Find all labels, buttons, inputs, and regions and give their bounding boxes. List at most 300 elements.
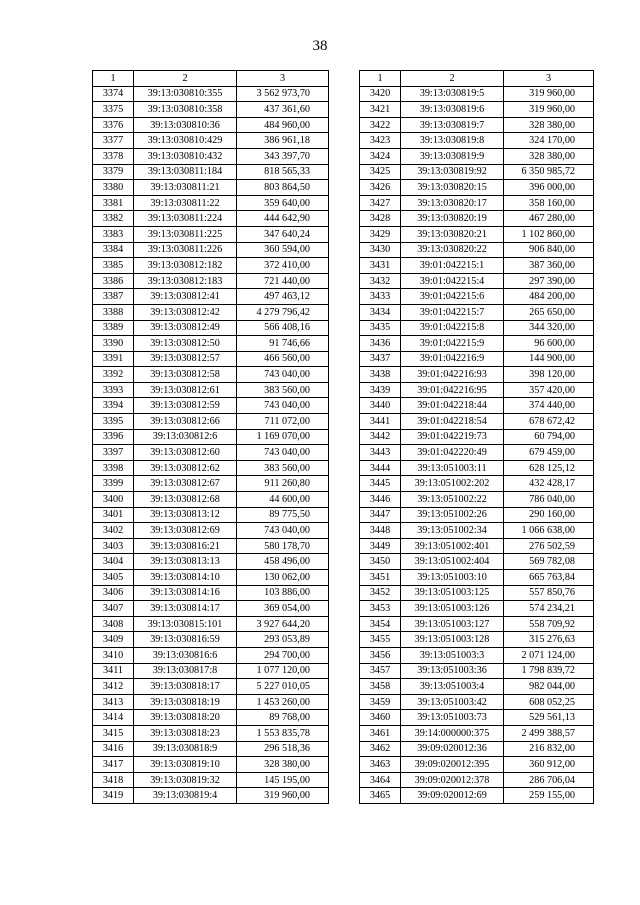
value: 557 850,76 <box>504 585 594 601</box>
row-number: 3376 <box>93 117 134 133</box>
table-row <box>360 226 594 242</box>
row-number: 3407 <box>93 601 134 617</box>
row-number: 3406 <box>93 585 134 601</box>
row-number: 3392 <box>93 367 134 383</box>
cadastral-number: 39:13:051003:42 <box>401 694 504 710</box>
value: 44 600,00 <box>237 492 329 508</box>
row-number: 3374 <box>93 86 134 102</box>
table-row <box>93 492 329 508</box>
row-number: 3440 <box>360 398 401 414</box>
cadastral-number: 39:13:030812:69 <box>134 523 237 539</box>
table-row <box>360 616 594 632</box>
table-row <box>360 211 594 227</box>
table-row <box>93 788 329 804</box>
table-row <box>360 570 594 586</box>
row-number: 3375 <box>93 102 134 118</box>
value: 347 640,24 <box>237 226 329 242</box>
value: 265 650,00 <box>504 304 594 320</box>
cadastral-number: 39:13:030813:12 <box>134 507 237 523</box>
row-number: 3426 <box>360 180 401 196</box>
table-row <box>93 523 329 539</box>
table-row <box>360 460 594 476</box>
table-row <box>93 382 329 398</box>
table-row <box>360 772 594 788</box>
row-number: 3390 <box>93 336 134 352</box>
value: 529 561,13 <box>504 710 594 726</box>
value: 296 518,36 <box>237 741 329 757</box>
value: 484 960,00 <box>237 117 329 133</box>
cadastral-number: 39:13:030815:101 <box>134 616 237 632</box>
table-row <box>360 679 594 695</box>
row-number: 3380 <box>93 180 134 196</box>
table-row <box>93 554 329 570</box>
table-row <box>360 304 594 320</box>
table-row <box>360 492 594 508</box>
table-row <box>360 117 594 133</box>
table-row <box>360 320 594 336</box>
cadastral-number: 39:01:042215:9 <box>401 336 504 352</box>
value: 387 360,00 <box>504 258 594 274</box>
cadastral-number: 39:13:051003:36 <box>401 663 504 679</box>
cadastral-number: 39:13:030816:6 <box>134 647 237 663</box>
value: 297 390,00 <box>504 273 594 289</box>
row-number: 3420 <box>360 86 401 102</box>
value: 497 463,12 <box>237 289 329 305</box>
value: 144 900,00 <box>504 351 594 367</box>
cadastral-number: 39:13:030812:50 <box>134 336 237 352</box>
value: 358 160,00 <box>504 195 594 211</box>
cadastral-number: 39:01:042220:49 <box>401 445 504 461</box>
table-row <box>360 102 594 118</box>
value: 569 782,08 <box>504 554 594 570</box>
value: 344 320,00 <box>504 320 594 336</box>
value: 721 440,00 <box>237 273 329 289</box>
table-row <box>360 554 594 570</box>
cadastral-number: 39:13:030812:41 <box>134 289 237 305</box>
table-row <box>360 741 594 757</box>
row-number: 3423 <box>360 133 401 149</box>
table-row <box>360 445 594 461</box>
cadastral-number: 39:13:030816:59 <box>134 632 237 648</box>
cadastral-number: 39:13:030819:10 <box>134 757 237 773</box>
row-number: 3421 <box>360 102 401 118</box>
row-number: 3413 <box>93 694 134 710</box>
table-row <box>93 258 329 274</box>
row-number: 3393 <box>93 382 134 398</box>
cadastral-number: 39:13:030812:42 <box>134 304 237 320</box>
table-row <box>93 164 329 180</box>
value: 786 040,00 <box>504 492 594 508</box>
row-number: 3436 <box>360 336 401 352</box>
value: 290 160,00 <box>504 507 594 523</box>
cadastral-number: 39:13:030818:9 <box>134 741 237 757</box>
table-row <box>93 460 329 476</box>
row-number: 3415 <box>93 725 134 741</box>
row-number: 3408 <box>93 616 134 632</box>
table-row <box>93 304 329 320</box>
table-row <box>93 211 329 227</box>
value: 319 960,00 <box>237 788 329 804</box>
table-row <box>360 429 594 445</box>
row-number: 3388 <box>93 304 134 320</box>
value: 4 279 796,42 <box>237 304 329 320</box>
value: 466 560,00 <box>237 351 329 367</box>
value: 558 709,92 <box>504 616 594 632</box>
value: 2 499 388,57 <box>504 725 594 741</box>
table-row <box>93 429 329 445</box>
cadastral-number: 39:01:042216:9 <box>401 351 504 367</box>
column-header-3: 3 <box>237 71 329 87</box>
table-row <box>360 788 594 804</box>
row-number: 3396 <box>93 429 134 445</box>
cadastral-number: 39:13:051002:22 <box>401 492 504 508</box>
row-number: 3391 <box>93 351 134 367</box>
row-number: 3419 <box>93 788 134 804</box>
row-number: 3384 <box>93 242 134 258</box>
row-number: 3395 <box>93 414 134 430</box>
cadastral-number: 39:01:042215:1 <box>401 258 504 274</box>
cadastral-number: 39:13:030812:59 <box>134 398 237 414</box>
value: 96 600,00 <box>504 336 594 352</box>
row-number: 3418 <box>93 772 134 788</box>
value: 130 062,00 <box>237 570 329 586</box>
value: 3 562 973,70 <box>237 86 329 102</box>
row-number: 3414 <box>93 710 134 726</box>
table-row <box>360 164 594 180</box>
row-number: 3448 <box>360 523 401 539</box>
cadastral-number: 39:13:030819:5 <box>401 86 504 102</box>
cadastral-number: 39:01:042216:93 <box>401 367 504 383</box>
value: 383 560,00 <box>237 460 329 476</box>
row-number: 3404 <box>93 554 134 570</box>
table-row <box>93 445 329 461</box>
table-row <box>93 507 329 523</box>
value: 574 234,21 <box>504 601 594 617</box>
cadastral-number: 39:13:030812:60 <box>134 445 237 461</box>
cadastral-number: 39:13:030814:10 <box>134 570 237 586</box>
value: 1 169 070,00 <box>237 429 329 445</box>
cadastral-number: 39:13:051002:401 <box>401 538 504 554</box>
table-row <box>93 242 329 258</box>
value: 343 397,70 <box>237 148 329 164</box>
cadastral-number: 39:09:020012:395 <box>401 757 504 773</box>
row-number: 3399 <box>93 476 134 492</box>
cadastral-number: 39:13:030818:19 <box>134 694 237 710</box>
value: 396 000,00 <box>504 180 594 196</box>
value: 89 775,50 <box>237 507 329 523</box>
row-number: 3455 <box>360 632 401 648</box>
value: 1 553 835,78 <box>237 725 329 741</box>
value: 1 102 860,00 <box>504 226 594 242</box>
row-number: 3449 <box>360 538 401 554</box>
value: 89 768,00 <box>237 710 329 726</box>
table-row <box>93 694 329 710</box>
cadastral-number: 39:13:030820:17 <box>401 195 504 211</box>
cadastral-number: 39:01:042218:44 <box>401 398 504 414</box>
value: 372 410,00 <box>237 258 329 274</box>
value: 743 040,00 <box>237 523 329 539</box>
value: 711 072,00 <box>237 414 329 430</box>
table-row <box>360 351 594 367</box>
value: 743 040,00 <box>237 398 329 414</box>
row-number: 3400 <box>93 492 134 508</box>
value: 628 125,12 <box>504 460 594 476</box>
table-row <box>360 725 594 741</box>
table-row <box>93 741 329 757</box>
table-row <box>93 647 329 663</box>
cadastral-number: 39:13:051002:26 <box>401 507 504 523</box>
row-number: 3451 <box>360 570 401 586</box>
row-number: 3378 <box>93 148 134 164</box>
table-row <box>93 351 329 367</box>
table-row <box>360 647 594 663</box>
row-number: 3445 <box>360 476 401 492</box>
column-header-3: 3 <box>504 71 594 87</box>
table-row <box>360 601 594 617</box>
cadastral-number: 39:13:030819:4 <box>134 788 237 804</box>
table-row <box>360 258 594 274</box>
value: 458 496,00 <box>237 554 329 570</box>
row-number: 3402 <box>93 523 134 539</box>
cadastral-number: 39:13:030810:429 <box>134 133 237 149</box>
header-row <box>93 71 329 87</box>
value: 911 260,80 <box>237 476 329 492</box>
row-number: 3437 <box>360 351 401 367</box>
row-number: 3417 <box>93 757 134 773</box>
row-number: 3424 <box>360 148 401 164</box>
value: 294 700,00 <box>237 647 329 663</box>
cadastral-number: 39:13:030812:66 <box>134 414 237 430</box>
cadastral-number: 39:13:030820:19 <box>401 211 504 227</box>
value: 678 672,42 <box>504 414 594 430</box>
value: 369 054,00 <box>237 601 329 617</box>
table-row <box>93 632 329 648</box>
value: 5 227 010,05 <box>237 679 329 695</box>
row-number: 3433 <box>360 289 401 305</box>
table-row <box>360 367 594 383</box>
value: 484 200,00 <box>504 289 594 305</box>
table-row <box>93 320 329 336</box>
cadastral-number: 39:13:030818:20 <box>134 710 237 726</box>
table-row <box>93 663 329 679</box>
data-table-left <box>92 70 329 804</box>
value: 6 350 985,72 <box>504 164 594 180</box>
cadastral-number: 39:13:030812:61 <box>134 382 237 398</box>
value: 259 155,00 <box>504 788 594 804</box>
cadastral-number: 39:13:030810:432 <box>134 148 237 164</box>
cadastral-number: 39:13:051002:404 <box>401 554 504 570</box>
table-row <box>93 180 329 196</box>
row-number: 3447 <box>360 507 401 523</box>
table-row <box>360 133 594 149</box>
table-row <box>360 273 594 289</box>
cadastral-number: 39:13:030812:57 <box>134 351 237 367</box>
cadastral-number: 39:13:030820:21 <box>401 226 504 242</box>
row-number: 3401 <box>93 507 134 523</box>
value: 319 960,00 <box>504 102 594 118</box>
value: 2 071 124,00 <box>504 647 594 663</box>
cadastral-number: 39:13:030819:7 <box>401 117 504 133</box>
table-row <box>360 632 594 648</box>
cadastral-number: 39:09:020012:69 <box>401 788 504 804</box>
value: 276 502,59 <box>504 538 594 554</box>
row-number: 3452 <box>360 585 401 601</box>
cadastral-number: 39:13:030814:16 <box>134 585 237 601</box>
cadastral-number: 39:13:030819:32 <box>134 772 237 788</box>
row-number: 3409 <box>93 632 134 648</box>
value: 60 794,00 <box>504 429 594 445</box>
row-number: 3411 <box>93 663 134 679</box>
row-number: 3383 <box>93 226 134 242</box>
cadastral-number: 39:13:030818:23 <box>134 725 237 741</box>
value: 357 420,00 <box>504 382 594 398</box>
table-row <box>360 476 594 492</box>
value: 580 178,70 <box>237 538 329 554</box>
cadastral-number: 39:13:051003:11 <box>401 460 504 476</box>
cadastral-number: 39:01:042215:7 <box>401 304 504 320</box>
cadastral-number: 39:13:030818:17 <box>134 679 237 695</box>
row-number: 3434 <box>360 304 401 320</box>
value: 383 560,00 <box>237 382 329 398</box>
row-number: 3464 <box>360 772 401 788</box>
row-number: 3442 <box>360 429 401 445</box>
value: 386 961,18 <box>237 133 329 149</box>
row-number: 3432 <box>360 273 401 289</box>
table-row <box>93 195 329 211</box>
cadastral-number: 39:13:051002:202 <box>401 476 504 492</box>
table-row <box>360 195 594 211</box>
row-number: 3446 <box>360 492 401 508</box>
cadastral-number: 39:13:030812:182 <box>134 258 237 274</box>
table-row <box>93 102 329 118</box>
value: 359 640,00 <box>237 195 329 211</box>
page-number: 38 <box>312 38 328 54</box>
value: 324 170,00 <box>504 133 594 149</box>
value: 1 077 120,00 <box>237 663 329 679</box>
cadastral-number: 39:01:042215:6 <box>401 289 504 305</box>
row-number: 3459 <box>360 694 401 710</box>
row-number: 3382 <box>93 211 134 227</box>
row-number: 3412 <box>93 679 134 695</box>
row-number: 3394 <box>93 398 134 414</box>
cadastral-number: 39:13:051003:4 <box>401 679 504 695</box>
cadastral-number: 39:13:030811:22 <box>134 195 237 211</box>
table-row <box>93 148 329 164</box>
row-number: 3458 <box>360 679 401 695</box>
value: 444 642,90 <box>237 211 329 227</box>
column-header-2: 2 <box>401 71 504 87</box>
cadastral-number: 39:13:030812:58 <box>134 367 237 383</box>
header-row <box>360 71 594 87</box>
row-number: 3387 <box>93 289 134 305</box>
table-row <box>93 336 329 352</box>
value: 319 960,00 <box>504 86 594 102</box>
cadastral-number: 39:13:030810:36 <box>134 117 237 133</box>
table-row <box>93 289 329 305</box>
table-row <box>360 289 594 305</box>
row-number: 3379 <box>93 164 134 180</box>
row-number: 3456 <box>360 647 401 663</box>
value: 467 280,00 <box>504 211 594 227</box>
value: 360 594,00 <box>237 242 329 258</box>
value: 398 120,00 <box>504 367 594 383</box>
value: 437 361,60 <box>237 102 329 118</box>
cadastral-number: 39:01:042215:4 <box>401 273 504 289</box>
cadastral-number: 39:13:051002:34 <box>401 523 504 539</box>
row-number: 3429 <box>360 226 401 242</box>
value: 103 886,00 <box>237 585 329 601</box>
column-header-1: 1 <box>360 71 401 87</box>
table-row <box>93 570 329 586</box>
table-row <box>93 585 329 601</box>
value: 328 380,00 <box>237 757 329 773</box>
value: 216 832,00 <box>504 741 594 757</box>
cadastral-number: 39:13:030811:226 <box>134 242 237 258</box>
row-number: 3457 <box>360 663 401 679</box>
value: 145 195,00 <box>237 772 329 788</box>
row-number: 3450 <box>360 554 401 570</box>
value: 803 864,50 <box>237 180 329 196</box>
table-row <box>360 694 594 710</box>
value: 286 706,04 <box>504 772 594 788</box>
table-row <box>93 414 329 430</box>
value: 906 840,00 <box>504 242 594 258</box>
row-number: 3425 <box>360 164 401 180</box>
row-number: 3416 <box>93 741 134 757</box>
table-row <box>93 273 329 289</box>
cadastral-number: 39:14:000000:375 <box>401 725 504 741</box>
row-number: 3438 <box>360 367 401 383</box>
row-number: 3460 <box>360 710 401 726</box>
table-row <box>360 242 594 258</box>
row-number: 3410 <box>93 647 134 663</box>
value: 3 927 644,20 <box>237 616 329 632</box>
value: 293 053,89 <box>237 632 329 648</box>
table-row <box>360 538 594 554</box>
cadastral-number: 39:09:020012:378 <box>401 772 504 788</box>
cadastral-number: 39:01:042216:95 <box>401 382 504 398</box>
row-number: 3465 <box>360 788 401 804</box>
table-row <box>93 398 329 414</box>
row-number: 3397 <box>93 445 134 461</box>
cadastral-number: 39:01:042215:8 <box>401 320 504 336</box>
row-number: 3461 <box>360 725 401 741</box>
cadastral-number: 39:13:051003:126 <box>401 601 504 617</box>
value: 315 276,63 <box>504 632 594 648</box>
value: 1 066 638,00 <box>504 523 594 539</box>
cadastral-number: 39:13:030811:225 <box>134 226 237 242</box>
cadastral-number: 39:13:030819:92 <box>401 164 504 180</box>
table-row <box>93 616 329 632</box>
row-number: 3462 <box>360 741 401 757</box>
row-number: 3439 <box>360 382 401 398</box>
cadastral-number: 39:13:030811:184 <box>134 164 237 180</box>
row-number: 3435 <box>360 320 401 336</box>
row-number: 3454 <box>360 616 401 632</box>
cadastral-number: 39:13:030820:15 <box>401 180 504 196</box>
table-row <box>360 336 594 352</box>
row-number: 3389 <box>93 320 134 336</box>
table-row <box>93 133 329 149</box>
cadastral-number: 39:13:051003:3 <box>401 647 504 663</box>
value: 818 565,33 <box>237 164 329 180</box>
cadastral-number: 39:13:030817:8 <box>134 663 237 679</box>
value: 679 459,00 <box>504 445 594 461</box>
row-number: 3385 <box>93 258 134 274</box>
cadastral-number: 39:13:030812:49 <box>134 320 237 336</box>
table-row <box>93 710 329 726</box>
value: 982 044,00 <box>504 679 594 695</box>
